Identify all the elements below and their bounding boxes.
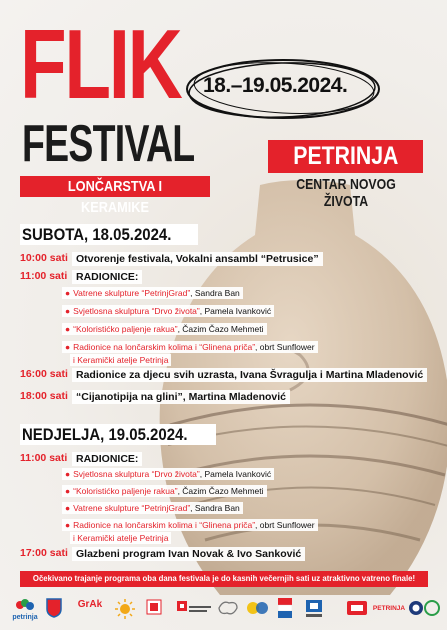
bullet-icon: ● xyxy=(65,324,71,334)
zagreb-county-logo xyxy=(300,598,328,622)
workshop-name: Svjetlosna skulptura “Drvo života” xyxy=(73,469,200,479)
event-text: RADIONICE: xyxy=(72,452,142,466)
ministry-logo xyxy=(142,598,166,622)
workshop-item xyxy=(62,323,267,335)
workshop-item xyxy=(62,287,243,299)
event-text: Radionice za djecu svih uzrasta, Ivana Švragulja i Martina Mladenović xyxy=(72,368,427,382)
bullet-icon: ● xyxy=(65,288,71,298)
day2-heading xyxy=(20,424,216,445)
day1-heading xyxy=(20,224,198,245)
day2-heading-text: NEDJELJA, 19.05.2024. xyxy=(22,425,188,444)
event-text: “Cijanotipija na glini”, Martina Mladenović xyxy=(72,390,290,404)
workshop-author: , Sandra Ban xyxy=(190,288,240,298)
workshop-item xyxy=(62,305,274,317)
workshop-author: , Sandra Ban xyxy=(190,503,240,513)
fantasticni-logo xyxy=(424,598,440,622)
workshop-author: , obrt Sunflower xyxy=(255,520,315,530)
workshop-item xyxy=(62,341,318,353)
event-text: Otvorenje festivala, Vokalni ansambl “Petrusice” xyxy=(72,252,323,266)
workshop-author: , obrt Sunflower xyxy=(255,342,315,352)
festival-subtitle: FESTIVAL xyxy=(22,115,195,173)
city-tagline-text: CENTAR NOVOG ŽIVOTA xyxy=(296,176,396,210)
bullet-icon: ● xyxy=(65,520,71,530)
day1-heading-text: SUBOTA, 18.05.2024. xyxy=(22,225,172,244)
event-text: Glazbeni program Ivan Novak & Ivo Sanković xyxy=(72,547,305,561)
workshop-item-continued xyxy=(70,354,171,366)
shield-logo xyxy=(344,598,370,622)
tourist-board-logo xyxy=(174,598,214,622)
event-time: 18:00 sati xyxy=(20,390,68,402)
partner-logo xyxy=(244,598,272,622)
festival-category: LONČARSTVA I KERAMIKE xyxy=(67,178,163,216)
grak-logo-text: GrAk xyxy=(77,599,103,610)
workshop-author: i Keramički atelje Petrinja xyxy=(73,533,169,543)
workshop-name: Vatrene skulpture “PetrinjGrad” xyxy=(73,288,191,298)
workshop-author: , Čazim Čazo Mehmeti xyxy=(177,324,264,334)
workshop-author: , Čazim Čazo Mehmeti xyxy=(177,486,264,496)
petrinja-wordmark-logo xyxy=(372,598,406,622)
coat-of-arms-logo xyxy=(44,598,64,622)
bullet-icon: ● xyxy=(65,486,71,496)
workshop-item xyxy=(62,519,318,531)
workshop-item xyxy=(62,468,274,480)
bullet-icon: ● xyxy=(65,469,71,479)
flag-logo xyxy=(276,598,294,622)
workshop-author: , Pamela Ivanković xyxy=(199,469,272,479)
city-banner xyxy=(268,140,423,173)
festival-title: FLIK xyxy=(20,9,181,119)
petrinja-logo xyxy=(12,598,38,622)
workshop-item xyxy=(62,485,267,497)
event-time: 11:00 sati xyxy=(20,452,68,464)
workshop-name: “Koloristićko paljenje rakua” xyxy=(73,324,178,334)
workshop-name: Radionice na lončarskim kolima i “Glinena priča” xyxy=(73,342,256,352)
petrinja-logo-text: petrinja xyxy=(12,614,38,621)
city-name: PETRINJA xyxy=(292,142,399,170)
bullet-icon: ● xyxy=(65,306,71,316)
program-note-banner: Očekivano trajanje programa oba dana festivala je do kasnih večernjih sati uz atraktivno vatreno finale! xyxy=(20,571,428,587)
petrinja-wordmark-text: PETRINJA xyxy=(372,605,406,612)
workshop-name: “Koloristićko paljenje rakua” xyxy=(73,486,178,496)
map-logo xyxy=(216,598,240,622)
festival-dates: 18.–19.05.2024. xyxy=(203,74,348,97)
city-tagline xyxy=(262,176,430,210)
bullet-icon: ● xyxy=(65,503,71,513)
grak-logo xyxy=(70,598,110,622)
sun-logo xyxy=(114,598,136,622)
workshop-name: Vatrene skulpture “PetrinjGrad” xyxy=(73,503,191,513)
event-time: 16:00 sati xyxy=(20,368,68,380)
event-time: 11:00 sati xyxy=(20,270,68,282)
event-time: 17:00 sati xyxy=(20,547,68,559)
round-badge-logo xyxy=(408,598,424,622)
workshop-name: Radionice na lončarskim kolima i “Glinena priča” xyxy=(73,520,256,530)
event-time: 10:00 sati xyxy=(20,252,68,264)
bullet-icon: ● xyxy=(65,342,71,352)
event-text: RADIONICE: xyxy=(72,270,142,284)
workshop-item xyxy=(62,502,243,514)
date-badge xyxy=(183,55,383,123)
sponsor-logos xyxy=(10,596,440,626)
workshop-item-continued xyxy=(70,532,171,544)
workshop-author: , Pamela Ivanković xyxy=(199,306,272,316)
workshop-author: i Keramički atelje Petrinja xyxy=(73,355,169,365)
workshop-name: Svjetlosna skulptura “Drvo života” xyxy=(73,306,200,316)
festival-category-banner xyxy=(20,176,210,216)
